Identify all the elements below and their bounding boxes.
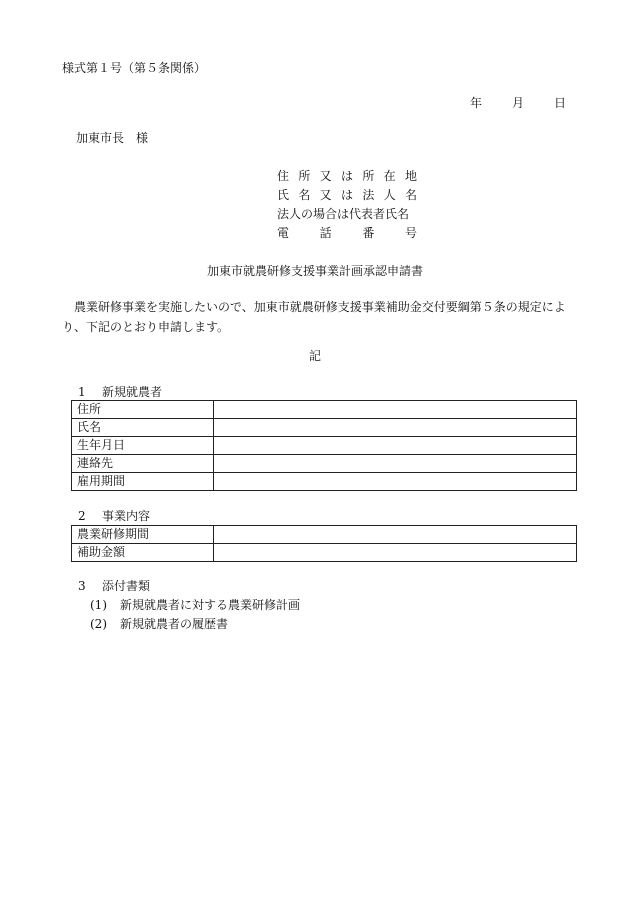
date-day: 日: [553, 96, 566, 110]
applicant-phone-label: 電 話 番 号: [277, 226, 417, 240]
table-row: [72, 473, 577, 491]
applicant-block: [277, 167, 417, 243]
date-year: 年: [469, 96, 482, 110]
table-row: [72, 419, 577, 437]
document-title: 加東市就農研修支援事業計画承認申請書: [206, 264, 423, 278]
attachment-item: [90, 599, 300, 611]
attachment-marker: (1): [90, 598, 107, 612]
row-value-field[interactable]: [214, 437, 577, 455]
row-label: 氏名: [72, 419, 214, 437]
section3-title: 添付書類: [102, 579, 151, 593]
section1-table: [71, 400, 577, 491]
row-value-field[interactable]: [214, 455, 577, 473]
row-label: 連絡先: [72, 455, 214, 473]
section1-number: 1: [78, 385, 86, 399]
applicant-name-label: 氏 名 又 は 法 人 名: [277, 188, 417, 202]
section1-title: 新規就農者: [102, 385, 163, 399]
ki-heading: 記: [308, 349, 321, 363]
section3-heading: [78, 580, 150, 592]
section2-table: [71, 525, 577, 562]
table-row: [72, 401, 577, 419]
row-value-field[interactable]: [214, 544, 577, 562]
section2-title: 事業内容: [102, 509, 151, 523]
applicant-representative-label: 法人の場合は代表者氏名: [277, 207, 410, 221]
section3-number: 3: [78, 579, 86, 593]
section1-heading: [78, 386, 162, 398]
addressee: 加東市長 様: [76, 131, 149, 145]
attachment-text: 新規就農者の履歴書: [120, 617, 229, 631]
row-label: 生年月日: [72, 437, 214, 455]
date-line: [470, 97, 566, 109]
row-label: 雇用期間: [72, 473, 214, 491]
table-row: [72, 455, 577, 473]
row-value-field[interactable]: [214, 401, 577, 419]
attachment-text: 新規就農者に対する農業研修計画: [120, 598, 301, 612]
body-paragraph: 農業研修事業を実施したいので、加東市就農研修支援事業補助金交付要綱第５条の規定により、下記のとおり申請します。: [62, 300, 566, 334]
table-row: [72, 437, 577, 455]
section2-number: 2: [78, 509, 86, 523]
table-row: [72, 544, 577, 562]
row-label: 農業研修期間: [72, 526, 214, 544]
applicant-address-label: 住 所 又 は 所 在 地: [277, 169, 417, 183]
attachment-marker: (2): [90, 617, 107, 631]
section2-heading: [78, 510, 150, 522]
row-value-field[interactable]: [214, 419, 577, 437]
table-row: [72, 526, 577, 544]
row-value-field[interactable]: [214, 526, 577, 544]
row-label: 補助金額: [72, 544, 214, 562]
date-month: 月: [511, 96, 524, 110]
form-number: 様式第１号（第５条関係）: [62, 61, 207, 75]
row-label: 住所: [72, 401, 214, 419]
row-value-field[interactable]: [214, 473, 577, 491]
attachment-item: [90, 618, 228, 630]
